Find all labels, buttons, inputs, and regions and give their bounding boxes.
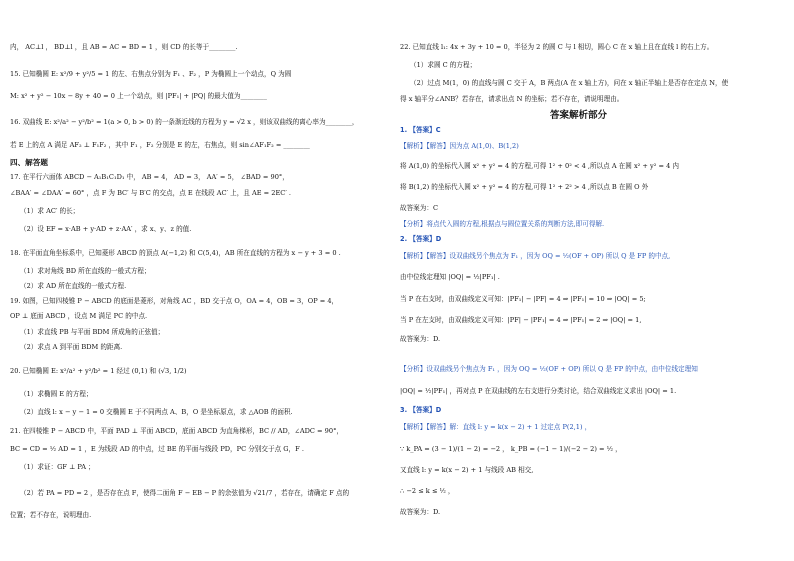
answer-section-title: 答案解析部分	[550, 110, 608, 121]
right-column	[400, 0, 784, 561]
answer-3-line1: 【解析】【解答】解：直线 l: y = k(x − 2) + 1 过定点 P(2,1) ，	[400, 423, 592, 431]
q17-part2: （2）设 EF = x·AB + y·AD + z·AA′ ，求 x、y、z 的值.	[20, 225, 192, 233]
q19-part2: （2）求点 A 到平面 BDM 的距离.	[20, 343, 123, 351]
answer-3-line2: ∵ k_PA = (3 − 1)/(1 − 2) = −2 ， k_PB = (−1 − 1)/(−2 − 2) = ½ ，	[400, 445, 622, 453]
answer-3-line4: ∴ −2 ≤ k ≤ ½ ，	[400, 487, 455, 495]
q19-part1: （1）求直线 PB 与平面 BDM 所成角的正弦值；	[20, 328, 165, 336]
q20-part2: （2）直线 l: x − y − 1 = 0 交椭圆 E 于不同两点 A、B，O 是坐标原点，求 △AOB 的面积.	[20, 408, 293, 416]
q22-part2: （2）过点 M(1，0) 的直线与圆 C 交于 A，B 两点(A 在 x 轴上方)，问在 x 轴正半轴上是否存在定点 N，使	[410, 79, 729, 87]
q21-part2: （2）若 PA = PD = 2 ，是否存在点 F，使得二面角 F − EB − P 的余弦值为 √21/7 ，若存在，请确定 F 点的	[20, 489, 350, 497]
answer-1-line3: 将 B(1,2) 的坐标代入圆 x² + y² = 4 的方程,可得 1² + 2² > 4 ,所以点 B 在圆 O 外	[400, 183, 649, 191]
q16-line1: 16. 双曲线 E: x²/a² − y²/b² = 1(a > 0, b > 0) 的一条渐近线的方程为 y = √2 x ，则该双曲线的离心率为________，	[10, 118, 359, 126]
answer-2-result: 故答案为：D.	[400, 335, 441, 343]
q15-line2: M: x² + y² − 10x − 8y + 40 = 0 上一个动点，则 |PF₁| + |PQ| 的最大值为________	[10, 92, 267, 100]
q14-tail: 内， AC⊥l ， BD⊥l ，且 AB = AC = BD = 1 ，则 CD 的长等于________.	[10, 43, 238, 51]
q18-line1: 18. 在平面直角坐标系中，已知菱形 ABCD 的顶点 A(−1,2) 和 C(5,4)，AB 所在直线的方程为 x − y + 3 = 0 .	[10, 249, 341, 257]
answer-3-line3: 又直线 l: y = k(x − 2) + 1 与线段 AB 相交,	[400, 466, 534, 474]
q17-line2: ∠BAA′ = ∠DAA′ = 60° ，点 F 为 BC′ 与 B′C 的交点，点 E 在线段 AC′ 上，且 AE = 2EC′ .	[10, 189, 292, 197]
q17-part1: （1）求 AC′ 的长；	[20, 207, 80, 215]
answer-1-result: 故答案为：C	[400, 204, 439, 212]
q20-part1: （1）求椭圆 E 的方程；	[20, 390, 93, 398]
answer-2-line2: 由中位线定理知 |OQ| = ½|PF₁| .	[400, 273, 500, 281]
left-column	[10, 0, 382, 561]
answer-3-head: 3. 【答案】D	[400, 406, 442, 414]
answer-2-analysis1: 【分析】设双曲线另个焦点为 F₁ ，因为 OQ = ½(OF + OP) 所以 Q 是 FP 的中点，由中位线定理知	[400, 365, 698, 373]
answer-2-analysis2: |OQ| = ½|PF₁| ，再对点 P 在双曲线的左右支进行分类讨论，结合双曲线定义求出 |OQ| = 1.	[400, 387, 677, 395]
answer-3-result: 故答案为：D.	[400, 508, 441, 516]
q22-part2-cont: 得 x 轴平分∠ANB？若存在，请求出点 N 的坐标；若不存在，请说明理由。	[400, 95, 624, 103]
q20-line1: 20. 已知椭圆 E: x²/a² + y²/b² = 1 经过 (0,1) 和 (√3, 1/2)	[10, 367, 187, 375]
q19-line2: OP ⊥ 底面 ABCD ，设点 M 满足 PC 的中点.	[10, 312, 148, 320]
q22-part1: （1）求圆 C 的方程；	[410, 61, 477, 69]
answer-2-line4: 当 P 在左支时，由双曲线定义可知：|PF| − |PF₁| = 4 ⇒ |PF₁| = 2 ⇒ |OQ| = 1,	[400, 316, 642, 324]
answer-2-line1: 【解析】【解答】设双曲线另个焦点为 F₁ ，因为 OQ = ½(OF + OP) 所以 Q 是 FP 的中点,	[400, 252, 671, 260]
answer-2-line3: 当 P 在右支时，由双曲线定义可知：|PF₁| − |PF| = 4 ⇒ |PF₁| = 10 ⇒ |OQ| = 5;	[400, 295, 646, 303]
q15-line1: 15. 已知椭圆 E: x²/9 + y²/5 = 1 的左、右焦点分别为 F₁ 、F₂ ，P 为椭圆上一个动点，Q 为圆	[10, 70, 292, 78]
answer-1-line1: 【解析】【解答】因为点 A(1,0)、B(1,2)	[400, 142, 519, 150]
q16-line2: 若 E 上的点 A 满足 AF₂ ⊥ F₁F₂ ，其中 F₁ ，F₂ 分别是 E 的左，右焦点，则 sin∠AF₁F₂ = ________	[10, 141, 310, 149]
answer-2-head: 2. 【答案】D	[400, 235, 442, 243]
q21-line2: BC = CD = ½ AD = 1 ，E 为线段 AD 的中点，过 BE 的平面与线段 PD，PC 分别交于点 G，F .	[10, 445, 304, 453]
q22-line1: 22. 已知直线 l₁: 4x + 3y + 10 = 0，半径为 2 的圆 C 与 l 相切，圆心 C 在 x 轴上且在直线 l 的右上方。	[400, 43, 714, 51]
section-title-answers: 四、解答题	[10, 158, 48, 167]
q17-line1: 17. 在平行六面体 ABCD − A₁B₁C₁D₁ 中， AB = 4， AD = 3， AA′ = 5， ∠BAD = 90°，	[10, 173, 289, 181]
q21-line-end: 位置；若不存在，说明理由.	[10, 511, 92, 519]
q19-line1: 19. 如图，已知四棱锥 P − ABCD 的底面是菱形，对角线 AC ，BD 交于点 O，OA = 4，OB = 3，OP = 4，	[10, 297, 339, 305]
q21-part1: （1）求证：GF ⊥ PA ；	[20, 463, 95, 471]
answer-1-head: 1. 【答案】C	[400, 126, 441, 134]
q21-line1: 21. 在四棱锥 P − ABCD 中，平面 PAD ⊥ 平面 ABCD，底面 ABCD 为直角梯形，BC // AD，∠ADC = 90°，	[10, 427, 343, 435]
answer-1-analysis: 【分析】将点代入圆的方程,根据点与圆位置关系的判断方法,即可得解.	[400, 220, 605, 228]
answer-1-line2: 将 A(1,0) 的坐标代入圆 x² + y² = 4 的方程,可得 1² + 0² < 4 ,所以点 A 在圆 x² + y² = 4 内	[400, 162, 680, 170]
q18-part1: （1）求对角线 BD 所在直线的一般式方程；	[20, 267, 151, 275]
q18-part2: （2）求 AD 所在直线的一般式方程.	[20, 282, 127, 290]
